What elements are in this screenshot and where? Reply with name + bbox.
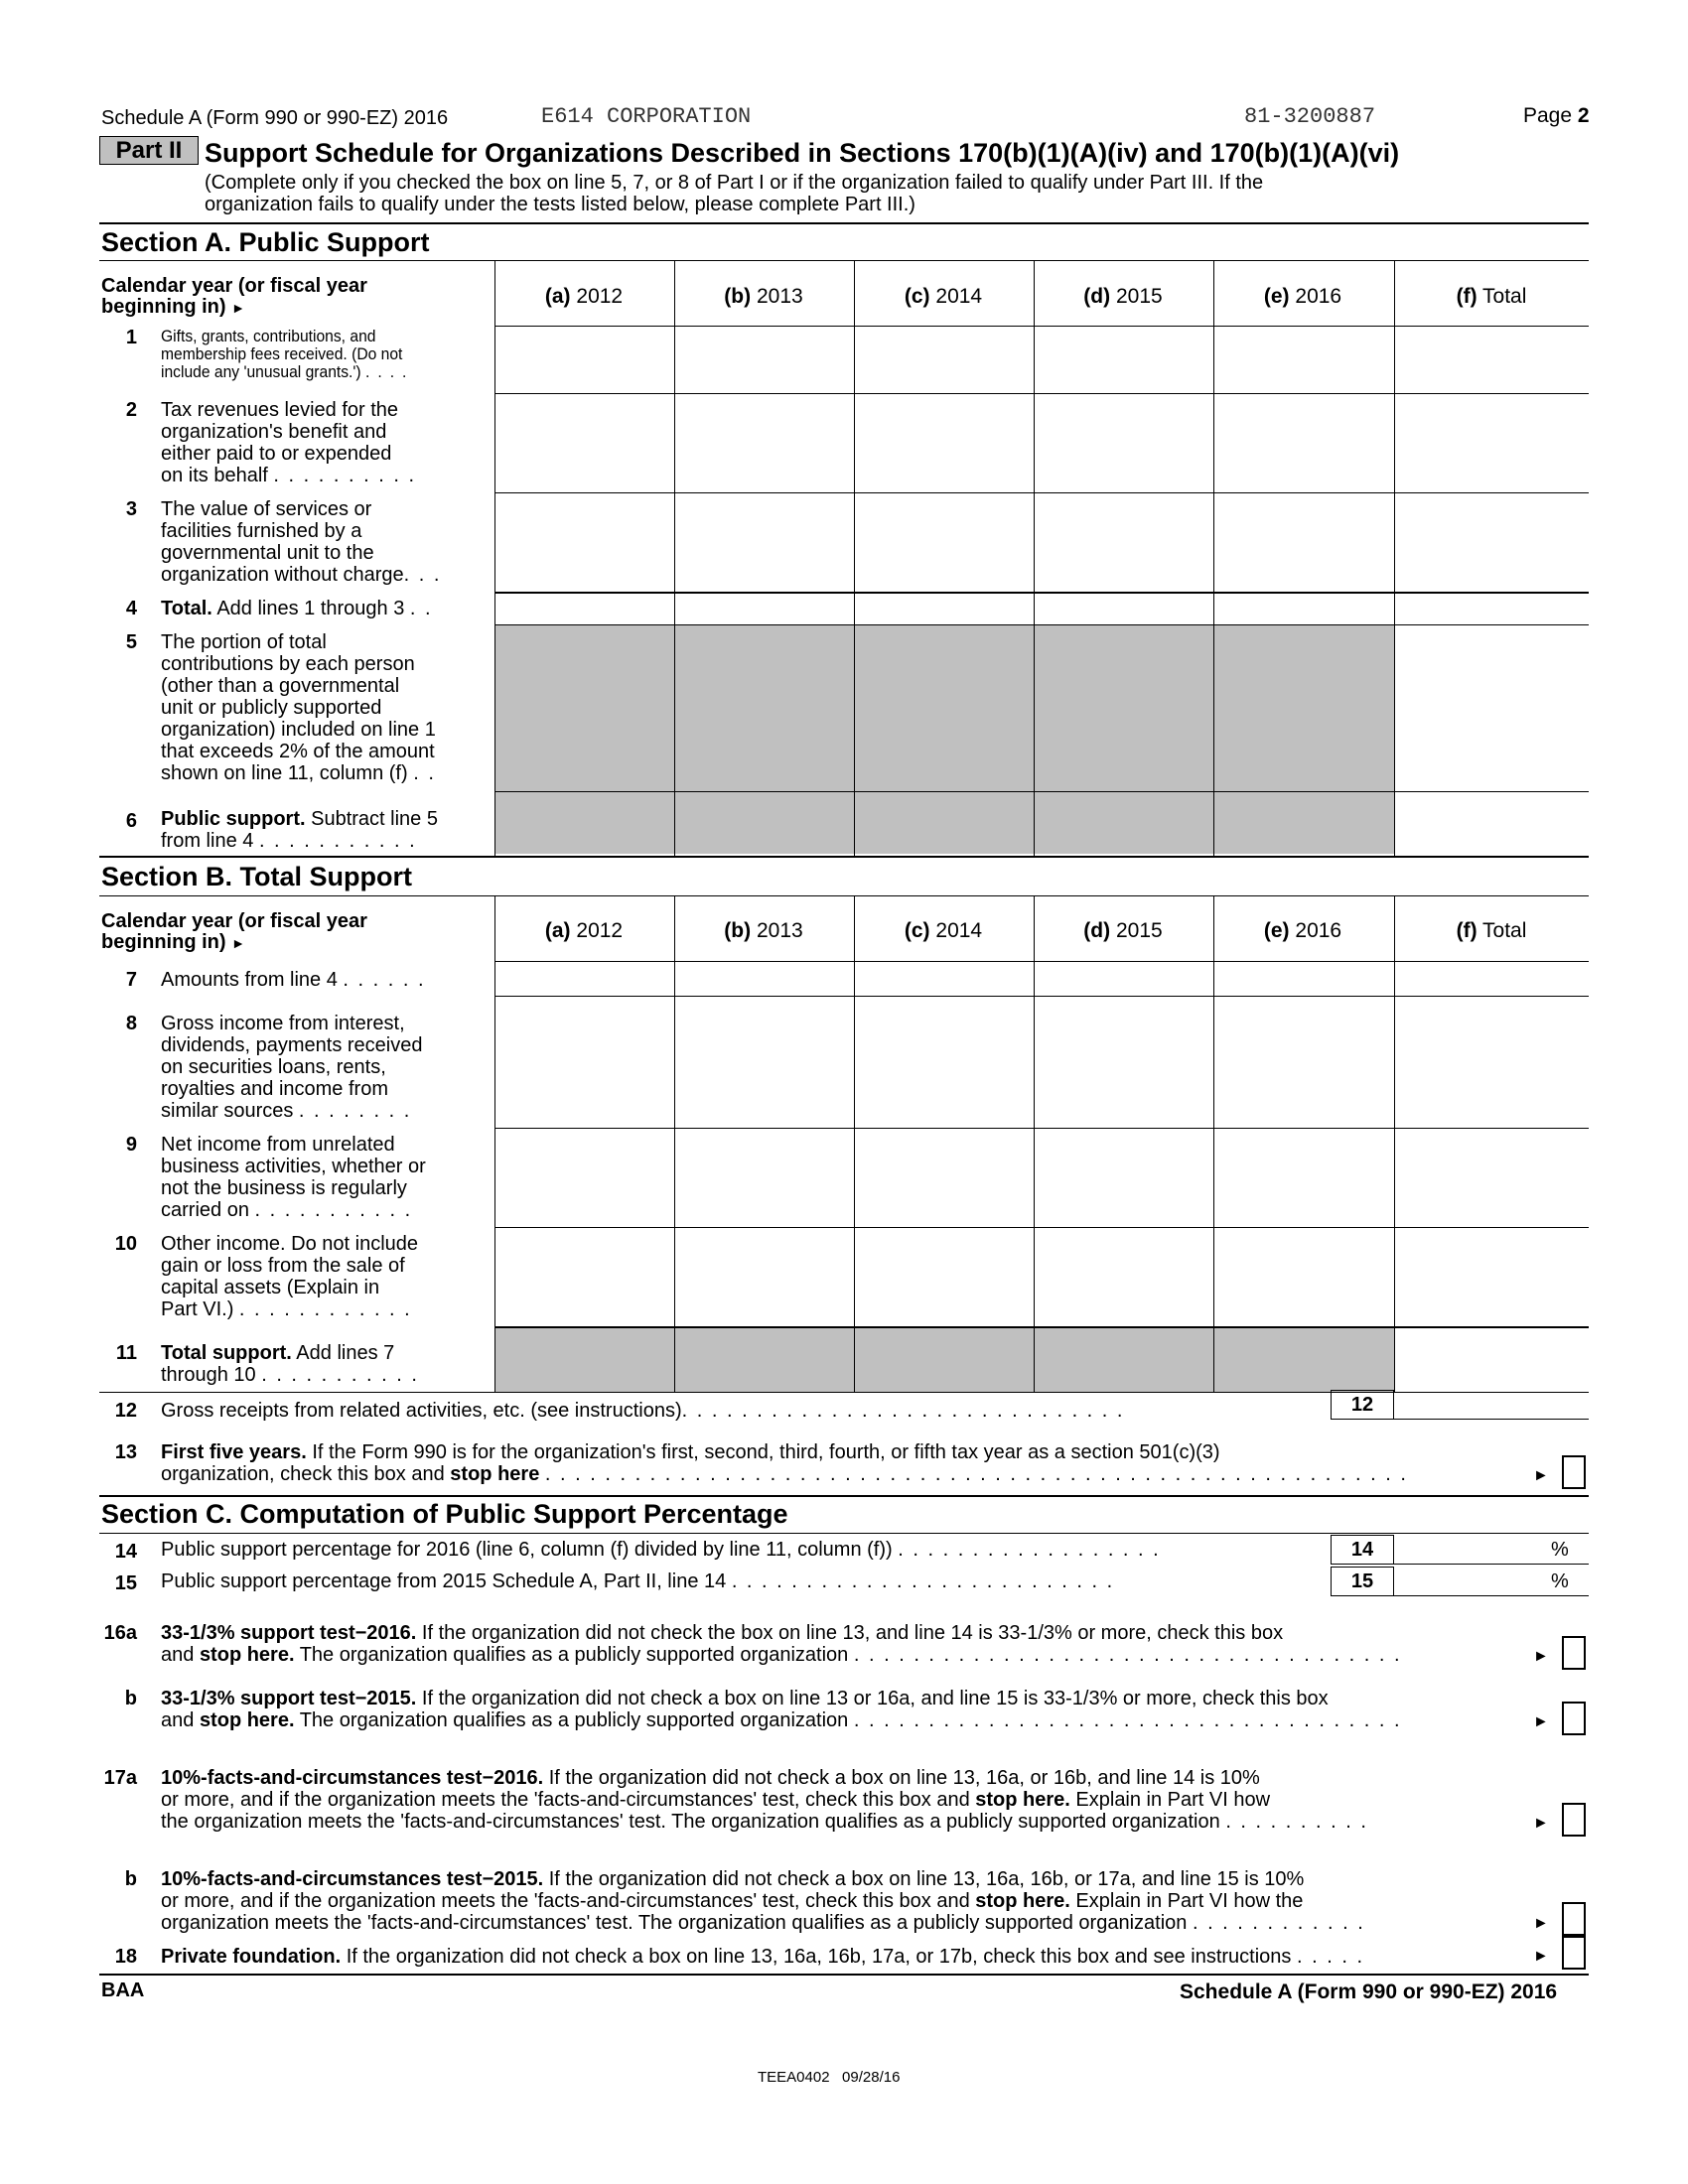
line-number: 11 xyxy=(115,1342,137,1364)
column-line xyxy=(674,895,675,1392)
line-3-description: The value of services or facilities furnished by a governmental unit to the organization without charge. . . xyxy=(161,498,442,586)
column-line xyxy=(1394,895,1395,1392)
section-a-title: Section A. Public Support xyxy=(101,227,430,257)
calendar-year-label: Calendar year (or fiscal year xyxy=(101,275,367,297)
arrow-icon: ► xyxy=(1533,1467,1549,1484)
column-line xyxy=(1394,260,1395,856)
line-10-description: Other income. Do not include gain or loss from the sale of capital assets (Explain in Part VI.) . . . . . . . . . . . . xyxy=(161,1233,419,1320)
organization-name: E614 CORPORATION xyxy=(541,104,752,129)
line-number: 2 xyxy=(125,399,137,421)
percent-sign: % xyxy=(1551,1570,1569,1592)
line-16b-description: 33-1/3% support test−2015. If the organization did not check a box on line 13 or 16a, and line 15 is 33-1/3% or more, check this box and stop here. The organization qualifies as a publicly supported organization . . . . . . . . . . . . . . . . . . . . . . . . . . . . . . . . . . . . . xyxy=(161,1688,1402,1731)
row-line xyxy=(494,1326,1589,1328)
column-line xyxy=(494,895,495,1392)
line-12-box-label: 12 xyxy=(1331,1390,1394,1420)
line-number: 8 xyxy=(125,1013,137,1034)
row-line xyxy=(494,791,1589,792)
arrow-icon: ► xyxy=(1533,1915,1549,1932)
column-header-c: (c) 2014 xyxy=(904,285,983,308)
row-line xyxy=(494,961,1589,962)
row-line xyxy=(494,1227,1589,1228)
line-2-description: Tax revenues levied for the organization's benefit and either paid to or expended on its behalf . . . . . . . . . . xyxy=(161,399,416,486)
line-number: 16a xyxy=(103,1622,137,1644)
line-1-description: Gifts, grants, contributions, and membership fees received. (Do not include any 'unusual grants.') . . . . xyxy=(161,327,409,381)
shaded-cells xyxy=(495,1328,1394,1392)
line-9-description: Net income from unrelated business activities, whether or not the business is regularly carried on . . . . . . . . . . . xyxy=(161,1134,426,1221)
column-header-e: (e) 2016 xyxy=(1263,285,1342,308)
line-16a-checkbox[interactable] xyxy=(1562,1636,1586,1670)
row-line xyxy=(494,592,1589,594)
part-ii-title: Support Schedule for Organizations Described in Sections 170(b)(1)(A)(iv) and 170(b)(1)(A)(vi) xyxy=(205,138,1400,168)
row-line xyxy=(494,624,1589,625)
line-number: 5 xyxy=(125,631,137,653)
line-number: 17a xyxy=(103,1767,137,1789)
column-header-d: (d) 2015 xyxy=(1083,919,1163,942)
column-header-f: (f) Total xyxy=(1456,285,1527,308)
section-b-title: Section B. Total Support xyxy=(101,862,412,891)
baa-label: BAA xyxy=(101,1979,145,2001)
line-13-description: First five years. If the Form 990 is for the organization's first, second, third, fourth, or fifth tax year as a section 501(c)(3) organization, check this box and stop here . . . . . . . . . . . . . . . . . . . . . . . . . . . . . . . . . . . . . . . . . . . . . . . . . . . . . . . . . . xyxy=(161,1441,1408,1485)
line-5-description: The portion of total contributions by each person (other than a governmental unit or publicly supported organization) included on line 1 that exceeds 2% of the amount shown on line 11, column (f) . . xyxy=(161,631,436,784)
column-line xyxy=(1213,260,1214,856)
column-header-a: (a) 2012 xyxy=(544,919,624,942)
line-number: b xyxy=(124,1868,137,1890)
divider xyxy=(99,1533,1589,1534)
line-11-description: Total support. Add lines 7 through 10 . . . . . . . . . . . xyxy=(161,1342,419,1386)
form-reference: Schedule A (Form 990 or 990-EZ) 2016 xyxy=(101,107,449,129)
line-number: 14 xyxy=(114,1541,137,1563)
line-17a-checkbox[interactable] xyxy=(1562,1803,1586,1837)
divider xyxy=(99,1495,1589,1497)
column-header-e: (e) 2016 xyxy=(1263,919,1342,942)
page-number: Page 2 xyxy=(1523,104,1590,127)
line-17b-checkbox[interactable] xyxy=(1562,1902,1586,1936)
column-line xyxy=(674,260,675,856)
column-header-d: (d) 2015 xyxy=(1083,285,1163,308)
column-line xyxy=(854,260,855,856)
column-header-b: (b) 2013 xyxy=(724,285,803,308)
part-ii-instructions-2: organization fails to qualify under the tests listed below, please complete Part III.) xyxy=(205,194,915,215)
arrow-icon: ► xyxy=(1533,1815,1549,1832)
column-header-c: (c) 2014 xyxy=(904,919,983,942)
line-number: 15 xyxy=(114,1572,137,1594)
line-number: b xyxy=(124,1688,137,1709)
column-line xyxy=(494,260,495,856)
line-number: 18 xyxy=(114,1946,137,1968)
column-header-f: (f) Total xyxy=(1456,919,1527,942)
line-number: 12 xyxy=(114,1400,137,1422)
line-16a-description: 33-1/3% support test−2016. If the organization did not check the box on line 13, and line 14 is 33-1/3% or more, check this box and stop here. The organization qualifies as a publicly supported organization . . . . . . . . . . . . . . . . . . . . . . . . . . . . . . . . . . . . . xyxy=(161,1622,1402,1666)
line-number: 4 xyxy=(125,598,137,619)
divider xyxy=(99,856,1589,858)
footer-form-reference: Schedule A (Form 990 or 990-EZ) 2016 xyxy=(1180,1980,1558,2003)
line-15-description: Public support percentage from 2015 Schedule A, Part II, line 14 . . . . . . . . . . . . . . . . . . . . . . . . . . xyxy=(161,1570,1115,1592)
line-14-description: Public support percentage for 2016 (line 6, column (f) divided by line 11, column (f)) . . . . . . . . . . . . . . . . . . xyxy=(161,1539,1161,1561)
section-c-title: Section C. Computation of Public Support Percentage xyxy=(101,1499,788,1529)
line-number: 10 xyxy=(114,1233,137,1255)
calendar-year-label: beginning in) ► xyxy=(101,296,245,318)
line-number: 13 xyxy=(114,1441,137,1463)
calendar-year-label: Calendar year (or fiscal year xyxy=(101,910,367,932)
line-18-checkbox[interactable] xyxy=(1562,1936,1586,1970)
line-7-description: Amounts from line 4 . . . . . . xyxy=(161,969,426,991)
line-16b-checkbox[interactable] xyxy=(1562,1702,1586,1735)
percent-sign: % xyxy=(1551,1539,1569,1561)
row-line xyxy=(494,1128,1589,1129)
line-number: 9 xyxy=(125,1134,137,1156)
line-13-checkbox[interactable] xyxy=(1562,1455,1586,1489)
line-number: 3 xyxy=(125,498,137,520)
column-header-b: (b) 2013 xyxy=(724,919,803,942)
line-number: 7 xyxy=(125,969,137,991)
line-15-box-label: 15 xyxy=(1331,1567,1394,1596)
line-17b-description: 10%-facts-and-circumstances test−2015. If the organization did not check a box on line 13, 16a, 16b, or 17a, and line 15 is 10% or more, and if the organization meets the 'facts-and-circumstances' test, check this box and stop here. Explain in Part VI how the organization meets the 'facts-and-circumstances' test. The organization qualifies as a publicly supported organization . . . . . . . . . . . . xyxy=(161,1868,1365,1934)
row-line xyxy=(494,996,1589,997)
line-17a-description: 10%-facts-and-circumstances test−2016. If the organization did not check a box on line 13, 16a, or 16b, and line 14 is 10% or more, and if the organization meets the 'facts-and-circumstances' test, check this box and stop here. Explain in Part VI how the organization meets the 'facts-and-circumstances' test. The organization qualifies as a publicly supported organization . . . . . . . . . . xyxy=(161,1767,1368,1833)
column-line xyxy=(854,895,855,1392)
part-ii-instructions-1: (Complete only if you checked the box on line 5, 7, or 8 of Part I or if the organization failed to qualify under Part III. If the xyxy=(205,172,1264,194)
line-number: 6 xyxy=(125,810,137,832)
line-6-description: Public support. Subtract line 5 from line 4 . . . . . . . . . . . xyxy=(161,808,438,852)
line-12-amount-field[interactable] xyxy=(1394,1390,1589,1420)
form-code: TEEA0402 09/28/16 xyxy=(758,2069,901,2086)
column-line xyxy=(1213,895,1214,1392)
line-4-description: Total. Add lines 1 through 3 . . xyxy=(161,598,433,619)
line-number: 1 xyxy=(125,327,137,348)
line-12-description: Gross receipts from related activities, etc. (see instructions). . . . . . . . . . . . . . . . . . . . . . . . . . . . . . xyxy=(161,1400,1125,1422)
divider xyxy=(99,1974,1589,1976)
calendar-year-label: beginning in) ► xyxy=(101,931,245,953)
column-line xyxy=(1034,895,1035,1392)
ein: 81-3200887 xyxy=(1244,104,1376,129)
row-line xyxy=(494,492,1589,493)
shaded-cells xyxy=(495,625,1394,854)
arrow-icon: ► xyxy=(1533,1948,1549,1965)
arrow-icon: ► xyxy=(1533,1648,1549,1665)
row-line xyxy=(494,326,1589,327)
divider xyxy=(99,260,1589,261)
part-ii-tag: Part II xyxy=(99,136,199,165)
arrow-icon: ► xyxy=(1533,1713,1549,1730)
row-line xyxy=(494,393,1589,394)
line-14-box-label: 14 xyxy=(1331,1535,1394,1565)
column-line xyxy=(1034,260,1035,856)
divider xyxy=(99,222,1589,224)
line-18-description: Private foundation. If the organization did not check a box on line 13, 16a, 16b, 17a, or 17b, check this box and see instructions . . . . . xyxy=(161,1946,1364,1968)
line-8-description: Gross income from interest, dividends, payments received on securities loans, rents, royalties and income from similar sources . . . . . . . . xyxy=(161,1013,423,1122)
column-header-a: (a) 2012 xyxy=(544,285,624,308)
divider xyxy=(99,895,1589,896)
